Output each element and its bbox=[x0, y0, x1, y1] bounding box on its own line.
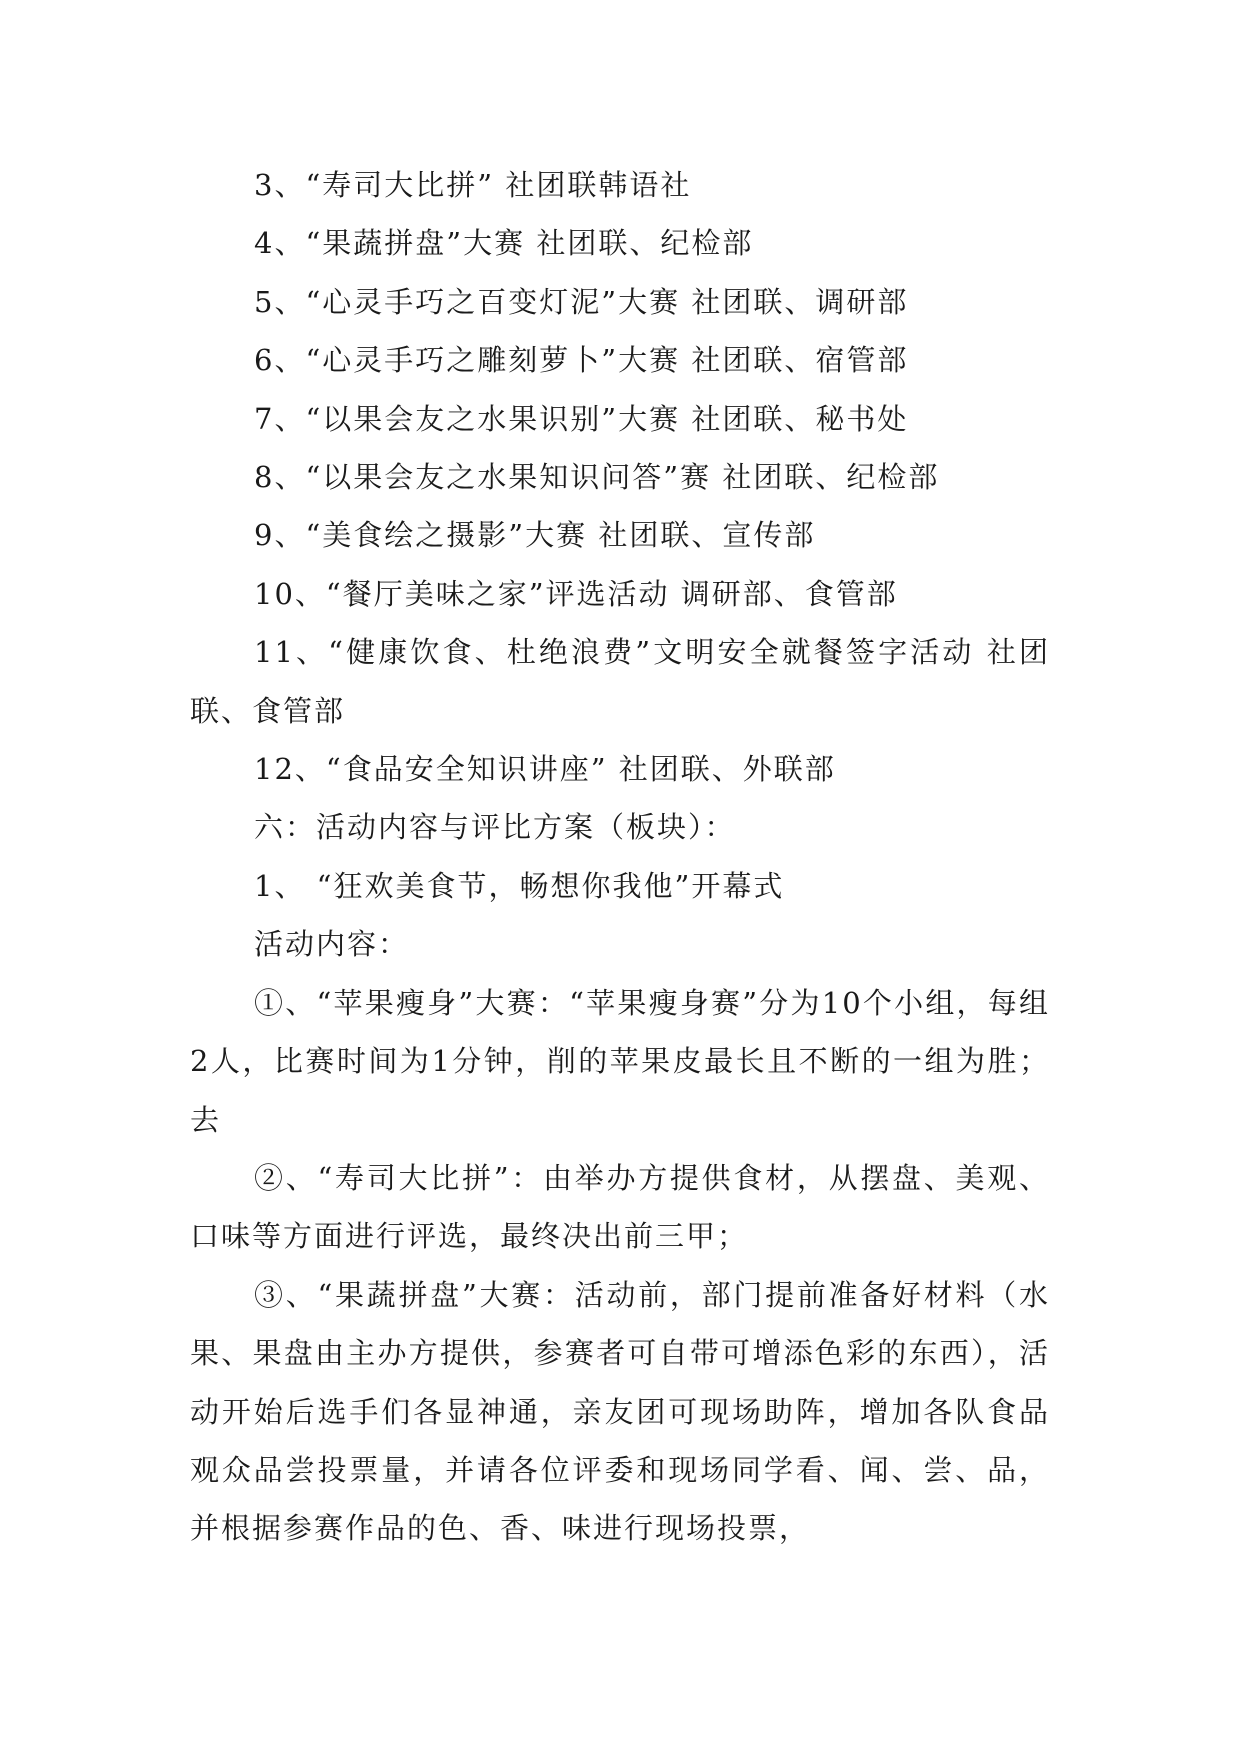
paragraph-item-10: 10、“餐厅美味之家”评选活动 调研部、食管部 bbox=[254, 576, 898, 611]
document-body bbox=[190, 156, 1050, 1558]
activity-fruit-platter: ③、“果蔬拼盘”大赛：活动前，部门提前准备好材料（水果、果盘由主办方提供，参赛者可自带可增添色彩的东西），活动开始后选手们各显神通，亲友团可现场助阵，增加各队食品观众品尝投票量，并请各位评委和现场同学看、闻、尝、品，并根据参赛作品的色、香、味进行现场投票， bbox=[190, 1277, 1050, 1546]
activity-content-label: 活动内容： bbox=[254, 927, 410, 962]
paragraph-item-8: 8、“以果会友之水果知识问答”赛 社团联、纪检部 bbox=[254, 460, 940, 495]
activity-sushi-contest: ②、“寿司大比拼”：由举办方提供食材，从摆盘、美观、口味等方面进行评选，最终决出前三甲； bbox=[190, 1160, 1050, 1254]
paragraph-item-9: 9、“美食绘之摄影”大赛 社团联、宣传部 bbox=[254, 518, 816, 553]
activity-apple-peeling: ①、“苹果瘦身”大赛：“苹果瘦身赛”分为10个小组，每组2人，比赛时间为1分钟，削的苹果皮最长且不断的一组为胜；去 bbox=[190, 985, 1050, 1137]
paragraph-item-6: 6、“心灵手巧之雕刻萝卜”大赛 社团联、宿管部 bbox=[254, 343, 909, 378]
paragraph-item-11: 11、“健康饮食、杜绝浪费”文明安全就餐签字活动 社团联、食管部 bbox=[190, 635, 1050, 728]
paragraph-item-7: 7、“以果会友之水果识别”大赛 社团联、秘书处 bbox=[254, 401, 909, 436]
paragraph-item-5: 5、“心灵手巧之百变灯泥”大赛 社团联、调研部 bbox=[254, 284, 909, 319]
section-heading-six: 六：活动内容与评比方案（板块）： bbox=[254, 810, 736, 845]
subsection-heading-opening: 1、 “狂欢美食节，畅想你我他”开幕式 bbox=[254, 868, 785, 903]
paragraph-item-3: 3、“寿司大比拼” 社团联韩语社 bbox=[254, 168, 692, 202]
paragraph-item-12: 12、“食品安全知识讲座” 社团联、外联部 bbox=[254, 752, 836, 787]
paragraph-item-4: 4、“果蔬拼盘”大赛 社团联、纪检部 bbox=[254, 226, 754, 261]
